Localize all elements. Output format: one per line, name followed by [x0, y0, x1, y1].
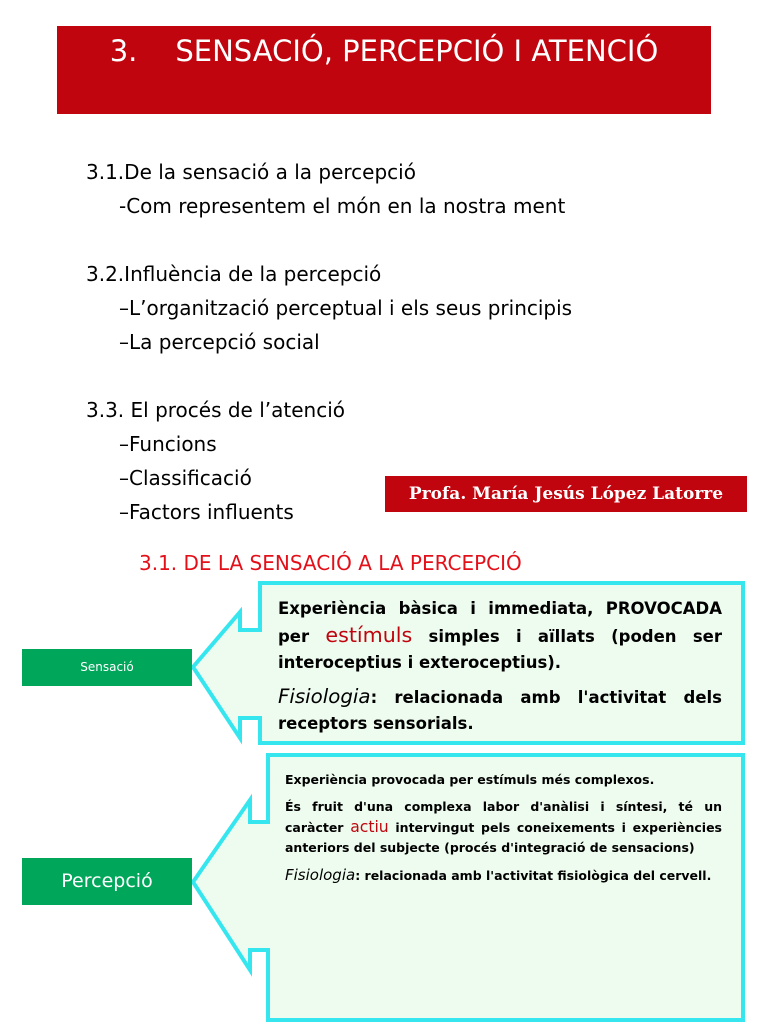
- outline-item: –Factors influents: [119, 500, 294, 524]
- percepcio-definition: [285, 770, 722, 893]
- sensacio-label: Sensació: [22, 649, 192, 686]
- section-heading: 3.1. DE LA SENSACIÓ A LA PERCEPCIÓ: [139, 551, 522, 575]
- outline-heading-3-3: 3.3. El procés de l’atenció: [86, 398, 346, 422]
- outline-item: –Funcions: [119, 432, 217, 456]
- sensacio-paragraph-1: [278, 596, 722, 676]
- text-run: : relacionada amb l'activitat dels receptors sensorials.: [278, 688, 722, 733]
- outline-item: –L’organització perceptual i els seus principis: [119, 296, 573, 320]
- text-run: simples i aïllats (poden ser interoceptius i exteroceptius).: [278, 627, 722, 672]
- percepcio-paragraph-3: [285, 865, 722, 886]
- text-run: : relacionada amb l'activitat fisiològica del cervell.: [355, 868, 712, 883]
- text-run: intervingut pels coneixements i experiències anteriors del subjecte (procés d'integració de sensacions): [285, 820, 723, 855]
- percepcio-paragraph-2: [285, 797, 722, 858]
- outline-item: -Com representem el món en la nostra ment: [119, 194, 566, 218]
- text-run: És fruit d'una complexa labor d'anàlisi i síntesi, té un caràcter: [285, 799, 722, 835]
- text-run: Experiència bàsica i immediata, PROVOCADA per: [278, 599, 722, 646]
- outline-item: –La percepció social: [119, 330, 320, 354]
- title-number: 3.: [109, 34, 138, 68]
- sensacio-paragraph-2: [278, 684, 722, 737]
- outline-heading-3-2: 3.2.Influència de la percepció: [86, 262, 382, 286]
- author-banner: Profa. María Jesús López Latorre: [385, 476, 747, 512]
- emphasis-fisiologia: Fisiologia: [278, 685, 371, 708]
- emphasis-actiu: actiu: [350, 818, 389, 836]
- percepcio-paragraph-1: Experiència provocada per estímuls més complexos.: [285, 772, 655, 787]
- sensacio-definition: [278, 596, 722, 745]
- outline-item: –Classificació: [119, 466, 252, 490]
- outline-heading-3-1: 3.1.De la sensació a la percepció: [86, 160, 416, 184]
- emphasis-estimuls: estímuls: [325, 623, 413, 647]
- emphasis-fisiologia: Fisiologia: [285, 866, 356, 884]
- percepcio-label: Percepció: [22, 858, 192, 905]
- title-text: SENSACIÓ, PERCEPCIÓ I ATENCIÓ: [175, 34, 659, 68]
